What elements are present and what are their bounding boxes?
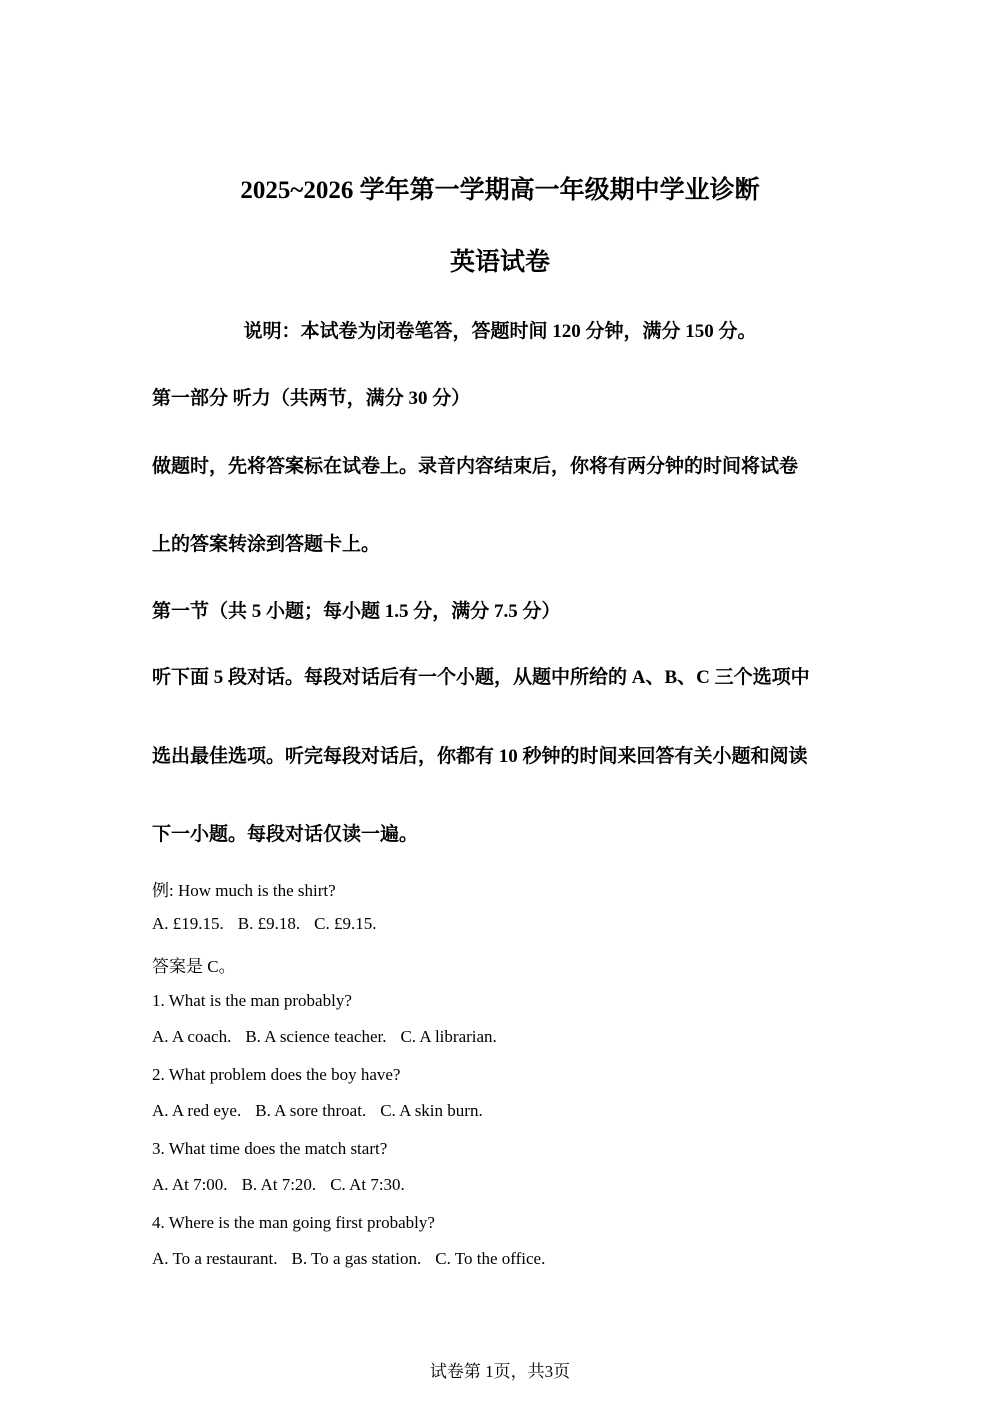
question-2: 2. What problem does the boy have?: [152, 1065, 401, 1084]
question-3: 3. What time does the match start?: [152, 1139, 388, 1158]
part1-heading: 第一部分 听力（共两节，满分 30 分）: [152, 388, 471, 409]
question-4-options: [152, 1249, 545, 1269]
option-c: C. A librarian.: [400, 1027, 497, 1046]
example-options: [152, 914, 376, 934]
page-footer: 试卷第 1页，共3页: [429, 1362, 571, 1381]
option-b: B. A science teacher.: [245, 1027, 387, 1046]
option-c: C. £9.15.: [314, 914, 377, 933]
section1-line2: 选出最佳选项。听完每段对话后，你都有 10 秒钟的时间来回答有关小题和阅读: [152, 746, 808, 767]
question-4: 4. Where is the man going first probably?: [152, 1213, 435, 1232]
exam-subtitle: 英语试卷: [449, 249, 550, 276]
part1-instruction-line2: 上的答案转涂到答题卡上。: [152, 534, 381, 555]
option-a: A. £19.15.: [152, 914, 224, 933]
option-a: A. A coach.: [152, 1027, 232, 1046]
section1-line3: 下一小题。每段对话仅读一遍。: [152, 824, 419, 845]
option-b: B. A sore throat.: [255, 1101, 367, 1120]
question-3-options: [152, 1175, 405, 1195]
question-1-options: [152, 1027, 497, 1047]
section1-line1: 听下面 5 段对话。每段对话后有一个小题，从题中所给的 A、B、C 三个选项中: [152, 667, 810, 688]
option-a: A. A red eye.: [152, 1101, 242, 1120]
example-question: 例: How much is the shirt?: [152, 881, 336, 900]
option-a: A. At 7:00.: [152, 1175, 228, 1194]
question-1: 1. What is the man probably?: [152, 991, 352, 1010]
option-b: B. £9.18.: [237, 914, 301, 933]
option-c: C. To the office.: [435, 1249, 546, 1268]
option-a: A. To a restaurant.: [152, 1249, 278, 1268]
example-answer: 答案是 C。: [152, 957, 236, 976]
section1-heading: 第一节（共 5 小题；每小题 1.5 分，满分 7.5 分）: [152, 601, 561, 622]
question-2-options: [152, 1101, 483, 1121]
option-c: C. At 7:30.: [330, 1175, 405, 1194]
option-c: C. A skin burn.: [380, 1101, 483, 1120]
exam-note: 说明：本试卷为闭卷笔答，答题时间 120 分钟，满分 150 分。: [243, 321, 757, 342]
option-b: B. At 7:20.: [241, 1175, 317, 1194]
part1-instruction-line1: 做题时，先将答案标在试卷上。录音内容结束后，你将有两分钟的时间将试卷: [152, 456, 799, 477]
exam-title: 2025~2026 学年第一学期高一年级期中学业诊断: [240, 177, 760, 204]
option-b: B. To a gas station.: [291, 1249, 422, 1268]
